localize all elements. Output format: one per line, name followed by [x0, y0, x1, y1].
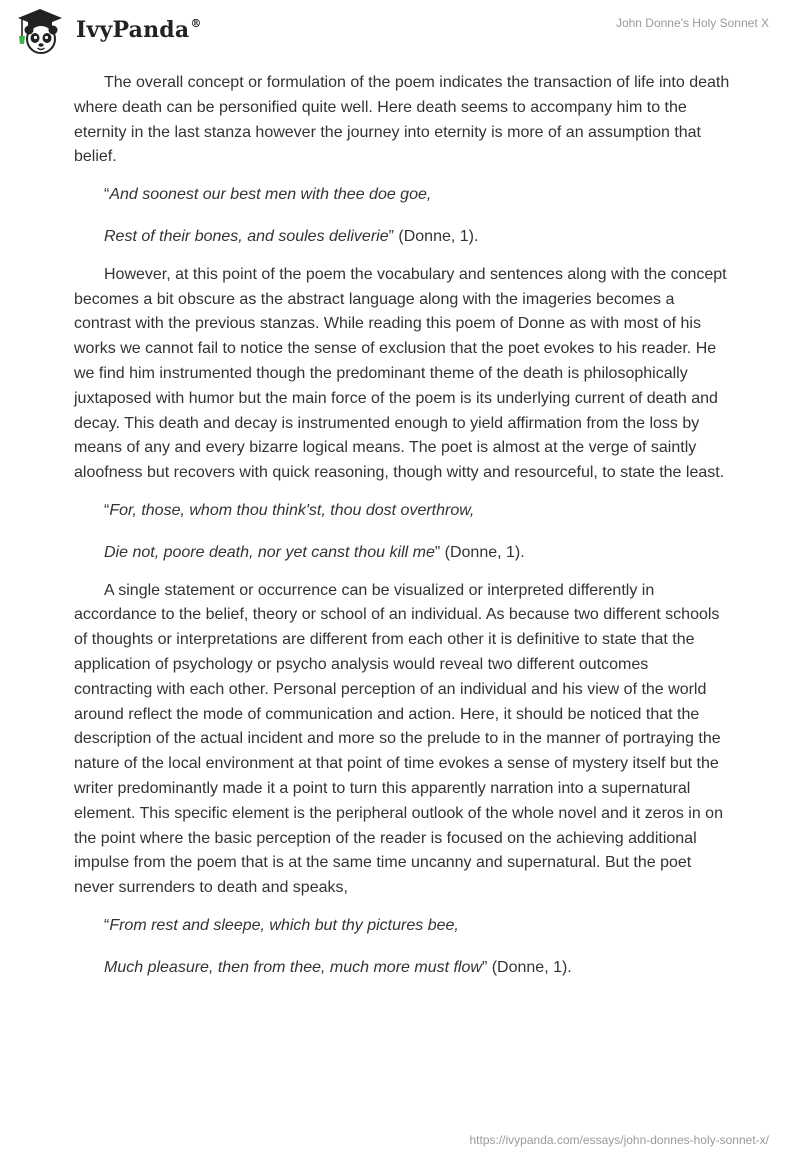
quote-2-line-1: “For, those, whom thou think'st, thou dost overthrow,: [104, 501, 475, 519]
essay-body: [74, 71, 730, 994]
ivypanda-logo[interactable]: [14, 6, 254, 58]
quote-3-line-1: “From rest and sleepe, which but thy pictures bee,: [104, 916, 459, 934]
registered-mark: ®: [190, 16, 202, 30]
document-title: John Donne's Holy Sonnet X: [615, 16, 769, 30]
quote-2-line-2: Die not, poore death, nor yet canst thou kill me” (Donne, 1).: [104, 543, 525, 561]
source-url[interactable]: https://ivypanda.com/essays/john-donnes-holy-sonnet-x/: [469, 1133, 769, 1147]
quote-1-line-1: “And soonest our best men with thee doe goe,: [104, 186, 432, 204]
quote-3-line-2: Much pleasure, then from thee, much more must flow” (Donne, 1).: [104, 958, 572, 976]
paragraph-2: However, at this point of the poem the vocabulary and sentences along with the concept becomes a bit obscure as the abstract language along with the imageries becomes a contrast with the previous stanzas. While reading this poem of Donne as with most of his works we cannot fail to notice the sense of exclusion that the poet evokes to his reader. He we find him instrumented though the predominant theme of the death is philosophically juxtaposed with humor but the main force of the poem is its underlying current of death and decay. This death and decay is instrumented enough to yield affirmation from the loss by means of any and every bizarre logical means. The poet is almost at the verge of saintly aloofness but recovers with quick reasoning, though witty and resourceful, to state the least.: [74, 265, 727, 482]
brand-name: IvyPanda®: [76, 16, 202, 43]
paragraph-3: A single statement or occurrence can be visualized or interpreted differently in accordance to the belief, theory or school of an individual. As because two different schools of thoughts or interpretations are different from each other it is definitive to state that the application of psychology or psycho analysis would reveal two different outcomes contracting with each other. Personal perception of an individual and his view of the world around reflect the mode of communication and action. Here, it should be noticed that the description of the actual incident and more so the prelude to in the manner of portraying the nature of the local environment at that point of time evokes a sense of mystery itself but the writer predominantly made it a point to turn this apparently narration into a supernatural element. This specific element is the peripheral outlook of the whole novel and it zeros in on the point where the basic perception of the reader is focused on the achieving additional impulse from the poem that is at the same time uncanny and supernatural. But the poet never surrenders to death and speaks,: [74, 581, 723, 897]
panda-graduate-icon: [14, 6, 66, 58]
citation: (Donne, 1).: [440, 543, 525, 561]
citation: (Donne, 1).: [393, 227, 479, 245]
page-header: [0, 0, 800, 62]
quote-1-line-2: Rest of their bones, and soules deliverie” (Donne, 1).: [104, 227, 479, 245]
citation: (Donne, 1).: [487, 958, 572, 976]
paragraph-1: The overall concept or formulation of the poem indicates the transaction of life into death where death can be personified quite well. Here death seems to accompany him to the eternity in the last stanza however the journey into eternity is more of an assumption that belief.: [74, 74, 730, 166]
